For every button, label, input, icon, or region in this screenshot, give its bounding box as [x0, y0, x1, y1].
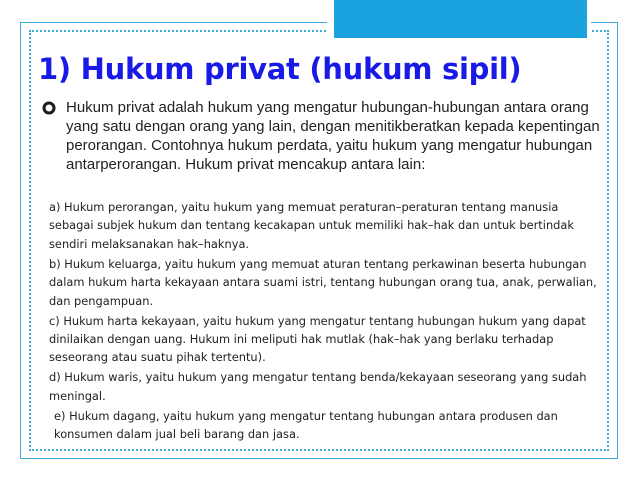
- list-item-d: d) Hukum waris, yaitu hukum yang mengatur tentang benda/kekayaan seseorang yang sudah meningal.: [49, 370, 587, 403]
- slide-title: 1) Hukum privat (hukum sipil): [38, 52, 522, 86]
- ring-bullet-icon: [42, 101, 56, 115]
- list-item-c: c) Hukum harta kekayaan, yaitu hukum yang mengatur tentang hubungan hukum yang dapat dinilaikan dengan uang. Hukum ini meliputi hak mutlak (hak–hak yang berlaku terhadap seseorang atau suatu pihak tertentu).: [49, 313, 586, 365]
- accent-box: [334, 0, 587, 38]
- item-list: [49, 198, 604, 445]
- list-item-b: b) Hukum keluarga, yaitu hukum yang memuat aturan tentang perkawinan beserta hubungan dalam hukum harta kekayaan antara suami istri, tentang hubungan orang tua, anak, perwalian, dan pengampuan.: [49, 256, 597, 308]
- list-item-e: e) Hukum dagang, yaitu hukum yang mengatur tentang hubungan antara produsen dan konsumen dalam jual beli barang dan jasa.: [54, 408, 558, 442]
- bullet-paragraph: [42, 98, 602, 174]
- bullet-text: Hukum privat adalah hukum yang mengatur hubungan-hubungan antara orang yang satu dengan orang yang lain, dengan menitikberatkan kepada kepentingan perorangan. Contohnya hukum perdata, yaitu hukum yang mengatur hubungan antarperorangan. Hukum privat mencakup antara lain:: [66, 99, 600, 173]
- list-item-a: a) Hukum perorangan, yaitu hukum yang memuat peraturan–peraturan tentang manusia sebagai subjek hukum dan tentang kecakapan untuk memiliki hak–hak dan untuk bertindak sendiri melaksanakan hak–haknya.: [49, 200, 574, 251]
